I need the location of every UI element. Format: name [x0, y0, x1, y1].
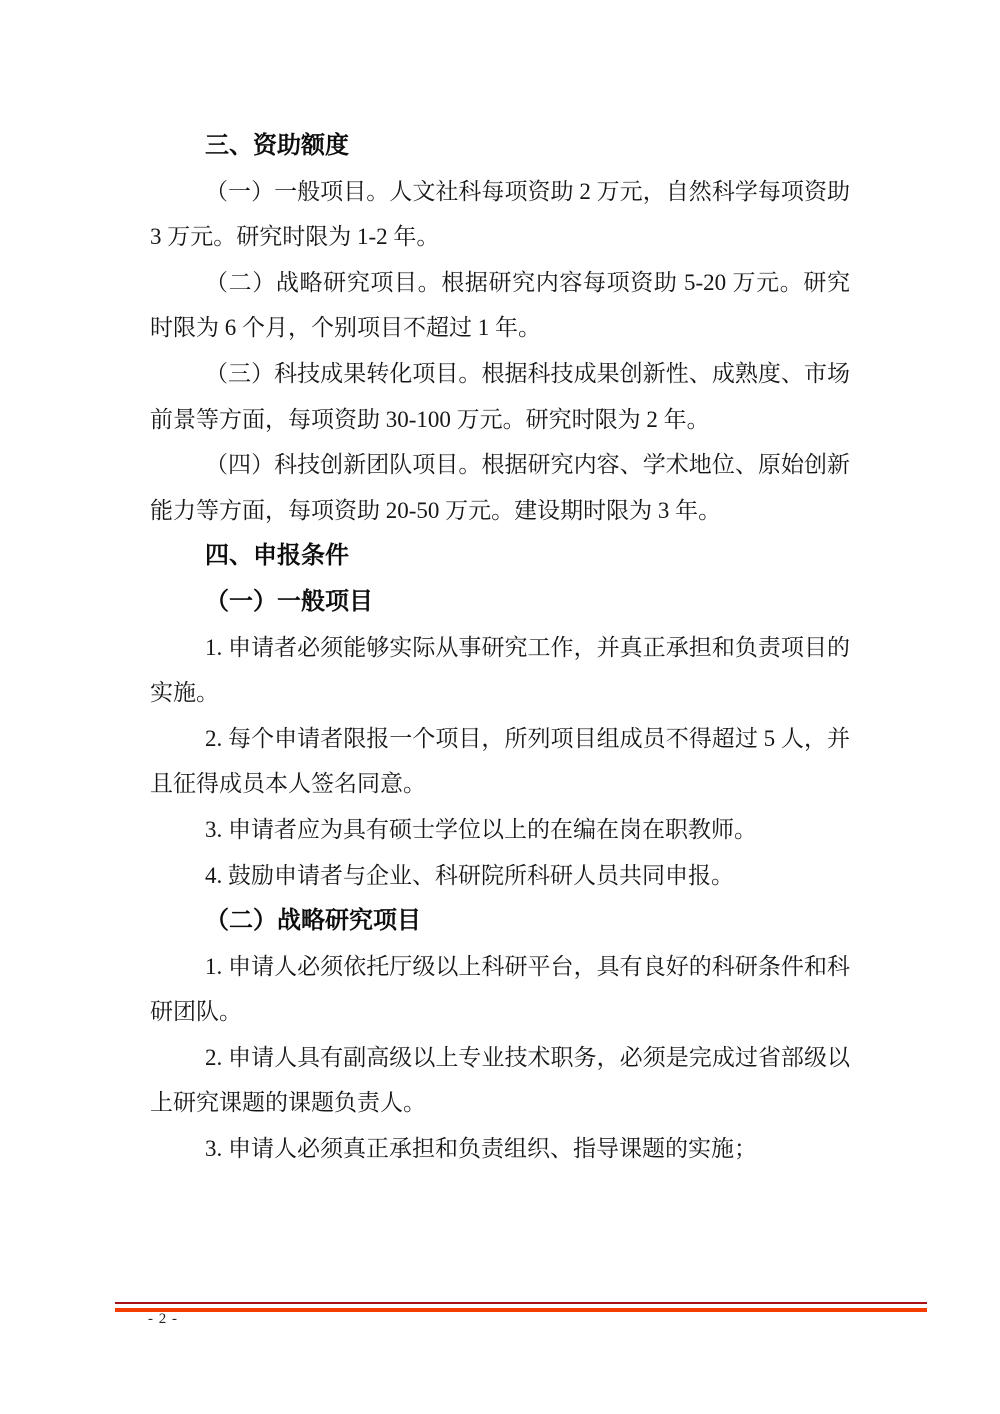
document-body	[150, 123, 850, 1172]
para-innovation-team-funding: （四）科技创新团队项目。根据研究内容、学术地位、原始创新能力等方面，每项资助 20-50 万元。建设期时限为 3 年。	[150, 452, 850, 523]
item-general-condition-2: 2. 每个申请者限报一个项目，所列项目组成员不得超过 5 人，并且征得成员本人签名同意。	[150, 725, 850, 797]
subheading-general-project: （一）一般项目	[205, 587, 373, 615]
footer-rule-dark	[115, 1302, 927, 1304]
item-general-condition-4: 4. 鼓励申请者与企业、科研院所科研人员共同申报。	[205, 862, 734, 888]
heading-application-conditions: 四、申报条件	[205, 542, 349, 570]
subheading-strategic-research: （二）战略研究项目	[205, 907, 421, 935]
para-tech-transfer-funding: （三）科技成果转化项目。根据科技成果创新性、成熟度、市场前景等方面，每项资助 30-100 万元。研究时限为 2 年。	[150, 360, 850, 432]
page-number: - 2 -	[148, 1311, 178, 1327]
item-general-condition-3: 3. 申请者应为具有硕士学位以上的在编在岗在职教师。	[205, 816, 757, 842]
heading-funding-amount: 三、资助额度	[205, 132, 349, 159]
para-strategic-research-funding: （二）战略研究项目。根据研究内容每项资助 5-20 万元。研究时限为 6 个月，个别项目不超过 1 年。	[150, 269, 850, 341]
item-strategic-condition-2: 2. 申请人具有副高级以上专业技术职务，必须是完成过省部级以上研究课题的课题负责人。	[150, 1044, 850, 1116]
item-general-condition-1: 1. 申请者必须能够实际从事研究工作，并真正承担和负责项目的实施。	[150, 634, 850, 706]
item-strategic-condition-3: 3. 申请人必须真正承担和负责组织、指导课题的实施；	[205, 1136, 757, 1162]
item-strategic-condition-1: 1. 申请人必须依托厅级以上科研平台，具有良好的科研条件和科研团队。	[150, 953, 850, 1025]
para-general-project-funding: （一）一般项目。人文社科每项资助 2 万元，自然科学每项资助 3 万元。研究时限为 1-2 年。	[150, 178, 850, 250]
footer-rule-orange	[115, 1308, 927, 1312]
